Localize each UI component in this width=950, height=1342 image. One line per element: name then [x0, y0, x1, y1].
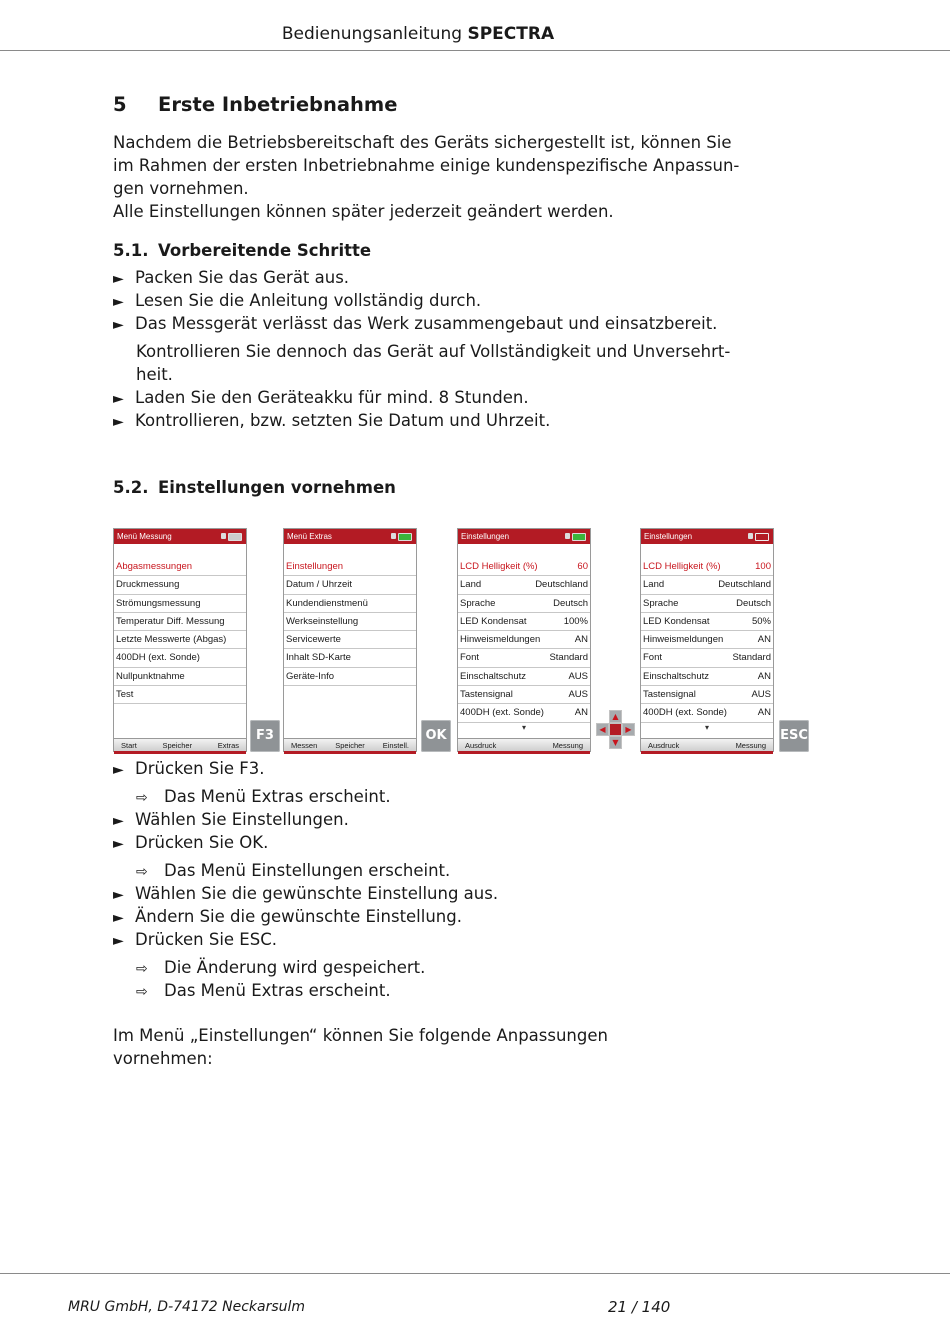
screen-title-bar: Einstellungen [458, 529, 590, 544]
screen-title-bar: Menü Messung [114, 529, 246, 544]
battery-icon [228, 533, 242, 541]
screen-menu-row [641, 631, 773, 649]
device-screen-menu-messung [113, 528, 247, 752]
screen-title-bar: Einstellungen [641, 529, 773, 544]
ok-key: OK [421, 720, 451, 752]
bullet-arrow-icon: ► [113, 294, 124, 310]
lock-icon [748, 533, 753, 539]
step-item: ► Packen Sie das Gerät aus. [113, 266, 349, 291]
row-label: Servicewerte [286, 634, 341, 646]
subsection-heading [113, 478, 396, 497]
row-label: Test [116, 689, 134, 701]
row-value: AN [757, 670, 771, 682]
row-label: Werkseinstellung [286, 615, 359, 627]
row-label: Nullpunktnahme [116, 670, 185, 682]
row-label: Land [460, 579, 482, 591]
row-label: 400DH (ext. Sonde) [643, 707, 727, 719]
bullet-arrow-icon: ► [113, 836, 124, 852]
softkey-label: Messung [735, 741, 766, 750]
screen-menu-row [114, 576, 246, 594]
footer-rule [0, 1273, 950, 1274]
screen-settings-list [458, 558, 590, 733]
screen-menu-row [284, 649, 416, 667]
screen-bottom-accent [641, 751, 773, 754]
screen-menu-row [641, 649, 773, 667]
lock-icon [391, 533, 396, 539]
row-label: Tastensignal [460, 689, 513, 701]
bullet-arrow-icon: ► [113, 391, 124, 407]
row-label: Einschaltschutz [460, 670, 527, 682]
step-item: ► Drücken Sie OK. [113, 831, 268, 856]
screen-menu-row [641, 613, 773, 631]
row-value: AN [574, 707, 588, 719]
header-title-prefix: Bedienungsanleitung [281, 24, 463, 44]
step-item: ► Wählen Sie die gewünschte Einstellung aus. [113, 882, 498, 907]
result-arrow-icon: ⇨ [136, 961, 148, 977]
screen-menu-row [458, 613, 590, 631]
result-item: ⇨ Das Menü Extras erscheint. [136, 785, 391, 810]
row-label: Datum / Uhrzeit [286, 579, 352, 591]
screen-menu-row [114, 558, 246, 576]
navigation-dpad [596, 710, 636, 750]
result-arrow-icon: ⇨ [136, 790, 148, 806]
document-header [0, 24, 836, 44]
row-label: Hinweismeldungen [460, 634, 541, 646]
row-value: Deutschland [718, 579, 771, 591]
intro-line: Nachdem die Betriebsbereitschaft des Geräts sichergestellt ist, können Sie [113, 133, 732, 152]
step-item: ► Drücken Sie ESC. [113, 928, 277, 953]
step-continuation: Kontrollieren Sie dennoch das Gerät auf Vollständigkeit und Unversehrt- [136, 342, 731, 361]
dpad-center-icon [609, 723, 622, 736]
row-value: AN [757, 634, 771, 646]
screen-softkey-bar [458, 738, 590, 751]
row-label: LCD Helligkeit (%) [643, 561, 721, 572]
subsection-title: Einstellungen vornehmen [158, 478, 396, 497]
device-screen-einstellungen [457, 528, 591, 752]
screen-softkey-bar [641, 738, 773, 751]
screen-menu-row [458, 649, 590, 667]
footer-company: MRU GmbH, D-74172 Neckarsulm [68, 1299, 306, 1315]
header-title-brand: SPECTRA [467, 24, 555, 44]
row-value: Standard [549, 652, 588, 664]
row-value: Deutschland [535, 579, 588, 591]
row-label: Sprache [643, 597, 679, 609]
screen-bottom-accent [284, 751, 416, 754]
row-value: AN [574, 634, 588, 646]
row-label: Inhalt SD-Karte [286, 652, 351, 664]
esc-key: ESC [779, 720, 809, 752]
row-label: 400DH (ext. Sonde) [116, 652, 200, 664]
screen-settings-list [641, 558, 773, 733]
row-value: 100% [563, 615, 588, 627]
arrow-right-icon: ▶ [622, 723, 635, 736]
softkey-label: Messung [552, 741, 583, 750]
result-item: ⇨ Die Änderung wird gespeichert. [136, 956, 425, 981]
row-label: Tastensignal [643, 689, 696, 701]
row-label: Font [460, 652, 480, 664]
row-label: Letzte Messwerte (Abgas) [116, 634, 227, 646]
row-value: AUS [568, 670, 588, 682]
screen-menu-row [641, 558, 773, 576]
row-value: Standard [732, 652, 771, 664]
screen-menu-row [114, 613, 246, 631]
bullet-arrow-icon: ► [113, 317, 124, 333]
screen-menu-list [284, 558, 416, 686]
step-item: ► Kontrollieren, bzw. setzten Sie Datum und Uhrzeit. [113, 409, 550, 434]
step-continuation: heit. [136, 365, 173, 384]
row-label: Kundendienstmenü [286, 597, 368, 609]
screen-menu-row [458, 704, 590, 722]
subsection-title: Vorbereitende Schritte [158, 241, 372, 260]
scroll-down-icon: ▾ [704, 722, 709, 732]
softkey-label: Extras [217, 741, 239, 750]
battery-icon [572, 533, 586, 541]
row-label: Einstellungen [286, 561, 344, 572]
row-label: Geräte-Info [286, 670, 335, 682]
subsection-number: 5.1. [113, 241, 149, 260]
row-label: LED Kondensat [460, 615, 527, 627]
row-value: Deutsch [736, 597, 771, 609]
bullet-arrow-icon: ► [113, 933, 124, 949]
section-title: Erste Inbetriebnahme [158, 93, 398, 116]
lock-icon [565, 533, 570, 539]
f3-key: F3 [250, 720, 280, 752]
softkey-label: Start [121, 741, 137, 750]
screen-menu-list [114, 558, 246, 704]
bullet-arrow-icon: ► [113, 910, 124, 926]
step-item: ► Ändern Sie die gewünschte Einstellung. [113, 905, 462, 930]
row-label: Einschaltschutz [643, 670, 710, 682]
screen-menu-row [641, 595, 773, 613]
step-item: ► Drücken Sie F3. [113, 757, 265, 782]
softkey-label: Speicher [335, 741, 365, 750]
row-label: 400DH (ext. Sonde) [460, 707, 544, 719]
lock-icon [221, 533, 226, 539]
page-number: 21 / 140 [608, 1298, 671, 1316]
device-screen-menu-extras [283, 528, 417, 752]
row-label: LCD Helligkeit (%) [460, 561, 538, 572]
row-label: Land [643, 579, 665, 591]
screen-menu-row [284, 668, 416, 686]
screen-menu-row [284, 558, 416, 576]
row-value: 60 [577, 561, 588, 572]
screen-menu-row [458, 631, 590, 649]
arrow-down-icon: ▼ [609, 736, 622, 749]
result-item: ⇨ Das Menü Extras erscheint. [136, 979, 391, 1004]
screen-menu-row [114, 595, 246, 613]
device-screen-einstellungen-changed [640, 528, 774, 752]
step-item: ► Lesen Sie die Anleitung vollständig durch. [113, 289, 481, 314]
row-label: LED Kondensat [643, 615, 710, 627]
result-item: ⇨ Das Menü Einstellungen erscheint. [136, 859, 450, 884]
outro-line: Im Menü „Einstellungen“ können Sie folgende Anpassungen [113, 1026, 608, 1045]
row-label: Sprache [460, 597, 496, 609]
screen-menu-row [641, 668, 773, 686]
subsection-heading [113, 241, 371, 260]
row-value: AUS [751, 689, 771, 701]
screen-bottom-accent [114, 751, 246, 754]
softkey-label: Ausdruck [465, 741, 497, 750]
bullet-arrow-icon: ► [113, 887, 124, 903]
result-arrow-icon: ⇨ [136, 864, 148, 880]
arrow-left-icon: ◀ [596, 723, 609, 736]
screen-menu-row [114, 668, 246, 686]
screen-menu-row [284, 631, 416, 649]
step-item: ► Laden Sie den Geräteakku für mind. 8 Stunden. [113, 386, 529, 411]
screen-menu-row [641, 576, 773, 594]
screen-menu-row [114, 631, 246, 649]
screen-menu-row [284, 595, 416, 613]
row-value: AUS [568, 689, 588, 701]
arrow-up-icon: ▲ [609, 710, 622, 723]
screen-menu-row [458, 576, 590, 594]
subsection-number: 5.2. [113, 478, 149, 497]
screen-menu-row [114, 686, 246, 704]
screen-softkey-bar [284, 738, 416, 751]
screen-menu-row [284, 576, 416, 594]
row-label: Hinweismeldungen [643, 634, 724, 646]
softkey-label: Ausdruck [648, 741, 680, 750]
result-arrow-icon: ⇨ [136, 984, 148, 1000]
row-label: Druckmessung [116, 579, 180, 591]
screen-menu-row [458, 668, 590, 686]
intro-line: Alle Einstellungen können später jederzeit geändert werden. [113, 202, 614, 221]
screen-menu-row [458, 686, 590, 704]
scroll-down-icon: ▾ [521, 722, 526, 732]
header-rule [0, 50, 950, 51]
row-value: 50% [751, 615, 771, 627]
battery-icon [755, 533, 769, 541]
bullet-arrow-icon: ► [113, 414, 124, 430]
step-item: ► Wählen Sie Einstellungen. [113, 808, 349, 833]
battery-icon [398, 533, 412, 541]
screen-title-bar: Menü Extras [284, 529, 416, 544]
softkey-label: Einstell. [382, 741, 409, 750]
row-label: Abgasmessungen [116, 561, 193, 572]
softkey-label: Messen [291, 741, 318, 750]
row-value: Deutsch [553, 597, 588, 609]
screen-menu-row [458, 595, 590, 613]
screen-menu-row [641, 704, 773, 722]
softkey-label: Speicher [162, 741, 193, 750]
intro-line: im Rahmen der ersten Inbetriebnahme einige kundenspezifische Anpassun- [113, 156, 740, 175]
bullet-arrow-icon: ► [113, 271, 124, 287]
screen-softkey-bar [114, 738, 246, 751]
row-value: 100 [755, 561, 771, 572]
row-value: AN [757, 707, 771, 719]
step-item: ► Das Messgerät verlässt das Werk zusammengebaut und einsatzbereit. [113, 312, 717, 337]
section-heading [113, 93, 397, 116]
screen-menu-row [114, 649, 246, 667]
screen-bottom-accent [458, 751, 590, 754]
bullet-arrow-icon: ► [113, 813, 124, 829]
outro-line: vornehmen: [113, 1049, 213, 1068]
screen-menu-row [641, 686, 773, 704]
bullet-arrow-icon: ► [113, 762, 124, 778]
row-label: Strömungsmessung [116, 597, 201, 609]
row-label: Temperatur Diff. Messung [116, 615, 225, 627]
screen-menu-row [458, 558, 590, 576]
screen-menu-row [284, 613, 416, 631]
intro-line: gen vornehmen. [113, 179, 249, 198]
section-number: 5 [113, 93, 127, 116]
row-label: Font [643, 652, 663, 664]
